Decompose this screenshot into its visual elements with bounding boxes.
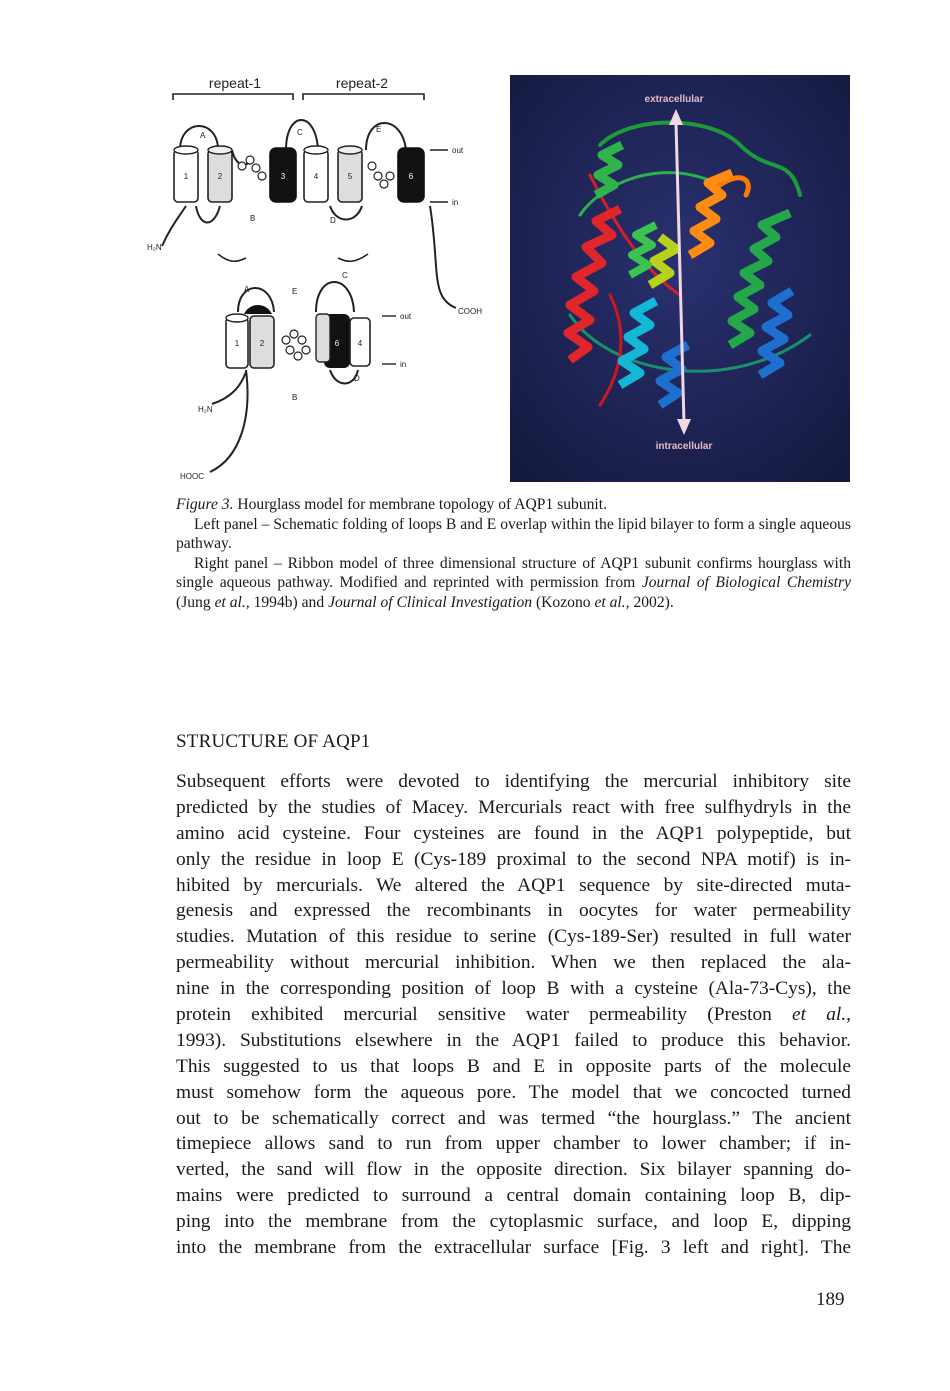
in-label-lower: in: [400, 360, 407, 369]
body-line: must somehow form the aqueous pore. The model that we concocted turned: [176, 1081, 851, 1103]
lower-helix-2-number: 2: [259, 339, 265, 348]
citation-1-et-al: et al.,: [214, 593, 250, 611]
body-line: verted, the sand will flow in the opposite direction. Six bilayer spanning do-: [176, 1159, 851, 1181]
body-line: mains were predicted to surround a central domain containing loop B, dip-: [176, 1185, 851, 1207]
citation-1-open: (Jung: [176, 593, 211, 611]
body-line: out to be schematically correct and was termed “the hourglass.” The ancient: [176, 1107, 851, 1129]
lower-helix-1-number: 1: [234, 339, 240, 348]
helix-6-number: 6: [408, 172, 414, 181]
loop-a-label: A: [200, 131, 206, 140]
lower-loop-c-label: C: [342, 271, 348, 280]
body-line: hibited by mercurials. We altered the AQP1 sequence by site-directed muta-: [176, 874, 851, 896]
body-line: studies. Mutation of this residue to serine (Cys-189-Ser) resulted in full water: [176, 926, 851, 948]
caption-title-line: [176, 495, 851, 515]
repeat1-bracket: [173, 94, 293, 100]
caption-right-panel: [176, 554, 851, 613]
body-et-al: et al.: [792, 1004, 847, 1026]
caption-right-panel-text: Right panel – Ribbon model of three dimensional structure of AQP1 subunit confirms hourglass with single aqueous pathway. Modified and reprinted with permission from: [176, 554, 851, 591]
page-number: 189: [816, 1289, 845, 1310]
helix-2-number: 2: [217, 172, 223, 181]
citation-2-close: 2002).: [633, 593, 674, 611]
intracellular-label: intracellular: [655, 441, 713, 452]
helix-3-number: 3: [280, 172, 286, 181]
helix-1-number: 1: [183, 172, 189, 181]
repeat2-bracket: [303, 94, 424, 100]
journal-1: Journal of Biological Chemistry: [641, 574, 851, 591]
figure-caption: [176, 495, 851, 612]
loop-d-label: D: [330, 216, 336, 225]
n-terminus-label: H₂N: [147, 243, 162, 252]
section-heading: STRUCTURE OF AQP1: [176, 731, 371, 752]
journal-2: Journal of Clinical Investigation: [328, 593, 533, 611]
citation-2-et-al: et al.,: [594, 593, 630, 611]
lower-helix-4-number: 4: [357, 339, 363, 348]
citation-1-close: 1994b) and: [253, 593, 325, 611]
body-line: timepiece allows sand to run from upper chamber to lower chamber; if in-: [176, 1133, 851, 1155]
body-line: into the membrane from the extracellular surface [Fig. 3 left and right]. The: [176, 1237, 851, 1259]
lower-topology: [210, 282, 358, 472]
lower-loop-beads: [282, 330, 310, 360]
body-line: predicted by the studies of Macey. Mercurials react with free sulfhydryls in the: [176, 796, 851, 818]
body-paragraph: [176, 769, 851, 1261]
lower-loop-d-label: D: [354, 374, 360, 383]
loop-b-label: B: [250, 214, 256, 223]
out-label-upper: out: [452, 146, 464, 155]
body-line: only the residue in loop E (Cys-189 proximal to the second NPA motif) is in-: [176, 848, 851, 870]
lower-helix-6-number: 6: [334, 339, 340, 348]
lower-n-terminus-label: H₂N: [198, 405, 213, 414]
repeat2-label: repeat-2: [335, 75, 389, 91]
loop-c-label: C: [297, 128, 303, 137]
body-line: [176, 1002, 851, 1028]
ribbon-model-image: [510, 75, 850, 482]
c-terminus-label: COOH: [458, 307, 482, 316]
extracellular-label: extracellular: [644, 94, 704, 105]
helix-4-number: 4: [313, 172, 319, 181]
lower-loop-b-label: B: [292, 393, 298, 402]
caption-left-panel: Left panel – Schematic folding of loops B and E overlap within the lipid bilayer to form a single aqueous pathway.: [176, 515, 851, 552]
repeat1-label: repeat-1: [208, 75, 262, 91]
loop-e-label: E: [376, 125, 382, 134]
lower-loop-a-label: A: [244, 285, 250, 294]
body-line: Subsequent efforts were devoted to identifying the mercurial inhibitory site: [176, 771, 851, 792]
body-line-10-text: protein exhibited mercurial sensitive water permeability (Preston: [176, 1004, 772, 1026]
out-label-lower: out: [400, 312, 412, 321]
caption-title: Hourglass model for membrane topology of AQP1 subunit.: [237, 496, 607, 513]
body-line-10-comma: ,: [846, 1004, 851, 1026]
body-line: permeability without mercurial inhibition. When we then replaced the ala-: [176, 952, 851, 974]
body-line: amino acid cysteine. Four cysteines are found in the AQP1 polypeptide, but: [176, 822, 851, 844]
in-label-upper: in: [452, 198, 459, 207]
body-line: ping into the membrane from the cytoplasmic surface, and loop E, dipping: [176, 1211, 851, 1233]
citation-2-open: (Kozono: [535, 593, 591, 611]
helix-5-number: 5: [347, 172, 353, 181]
lower-loop-e-label: E: [292, 287, 298, 296]
body-line: nine in the corresponding position of loop B with a cysteine (Ala-73-Cys), the: [176, 978, 851, 1000]
body-line: 1993). Substitutions elsewhere in the AQP1 failed to produce this behavior.: [176, 1029, 851, 1051]
figure-label: Figure 3.: [176, 496, 234, 513]
body-line: This suggested to us that loops B and E in opposite parts of the molecule: [176, 1055, 851, 1077]
body-line: genesis and expressed the recombinants in oocytes for water permeability: [176, 900, 851, 922]
topology-diagram: [140, 58, 496, 486]
lower-c-terminus-label: HOOC: [180, 472, 204, 481]
